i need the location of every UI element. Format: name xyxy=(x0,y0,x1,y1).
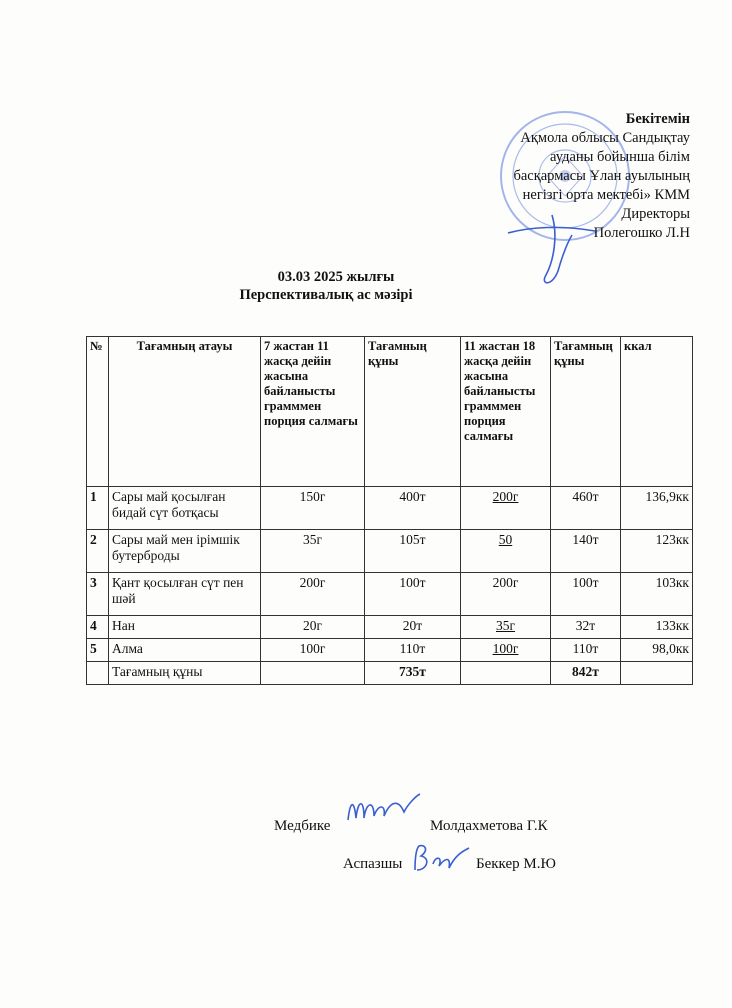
col-header-weight-7-11: 7 жастан 11 жасқа дейін жасына байланысты грамммен порция салмағы xyxy=(261,337,365,487)
cook-signature xyxy=(409,840,473,878)
director-name: Полегошко Л.Н xyxy=(593,225,690,241)
nurse-signature-line xyxy=(274,818,548,835)
cost-7-11: 105т xyxy=(365,530,461,573)
cost-7-11: 110т xyxy=(365,639,461,662)
approval-heading: Бекітемін xyxy=(625,111,690,127)
approval-line: Ақмола облысы Сандықтау xyxy=(520,130,690,146)
table-row xyxy=(87,616,693,639)
cost-11-18: 110т xyxy=(551,639,621,662)
total-empty xyxy=(621,662,693,685)
cost-11-18: 100т xyxy=(551,573,621,616)
table-row xyxy=(87,573,693,616)
kcal: 123кк xyxy=(621,530,693,573)
approval-line: ауданы бойынша білім xyxy=(550,149,690,165)
cost-7-11: 400т xyxy=(365,487,461,530)
weight-11-18: 200г xyxy=(461,573,551,616)
cost-7-11: 100т xyxy=(365,573,461,616)
total-cost-7-11: 735т xyxy=(365,662,461,685)
menu-title: Перспективалық ас мәзірі xyxy=(239,287,413,303)
row-number: 5 xyxy=(87,639,109,662)
col-header-cost-7-11: Тағамның құны xyxy=(365,337,461,487)
cook-role: Аспазшы xyxy=(343,856,403,872)
weight-11-18: 35г xyxy=(461,616,551,639)
total-empty xyxy=(261,662,365,685)
cost-11-18: 140т xyxy=(551,530,621,573)
total-row xyxy=(87,662,693,685)
table-row xyxy=(87,530,693,573)
row-number: 4 xyxy=(87,616,109,639)
kcal: 133кк xyxy=(621,616,693,639)
weight-7-11: 35г xyxy=(261,530,365,573)
dish-name: Сары май қосылған бидай сүт ботқасы xyxy=(109,487,261,530)
document-title xyxy=(0,268,732,304)
dish-name: Алма xyxy=(109,639,261,662)
cost-7-11: 20т xyxy=(365,616,461,639)
nurse-name: Молдахметова Г.К xyxy=(430,818,548,834)
col-header-dish-name: Тағамның атауы xyxy=(109,337,261,487)
row-number: 2 xyxy=(87,530,109,573)
cook-name: Беккер М.Ю xyxy=(476,856,556,872)
total-empty xyxy=(461,662,551,685)
col-header-kcal: ккал xyxy=(621,337,693,487)
table-header-row xyxy=(87,337,693,487)
weight-7-11: 200г xyxy=(261,573,365,616)
dish-name: Нан xyxy=(109,616,261,639)
menu-table xyxy=(86,336,693,685)
weight-7-11: 100г xyxy=(261,639,365,662)
kcal: 98,0кк xyxy=(621,639,693,662)
approval-line: негізгі орта мектебі» КММ xyxy=(522,187,690,203)
kcal: 103кк xyxy=(621,573,693,616)
weight-7-11: 150г xyxy=(261,487,365,530)
total-cost-11-18: 842т xyxy=(551,662,621,685)
total-label: Тағамның құны xyxy=(109,662,261,685)
col-header-weight-11-18: 11 жастан 18 жасқа дейін жасына байланысты грамммен порция салмағы xyxy=(461,337,551,487)
weight-7-11: 20г xyxy=(261,616,365,639)
nurse-signature xyxy=(344,790,424,834)
table-row xyxy=(87,639,693,662)
approval-line: басқармасы Ұлан ауылының xyxy=(513,168,690,184)
weight-11-18: 50 xyxy=(461,530,551,573)
row-number: 1 xyxy=(87,487,109,530)
dish-name: Қант қосылған сүт пен шәй xyxy=(109,573,261,616)
col-header-number: № xyxy=(87,337,109,487)
approval-line: Директоры xyxy=(621,206,690,222)
cook-signature-line xyxy=(343,856,556,873)
kcal: 136,9кк xyxy=(621,487,693,530)
row-number: 3 xyxy=(87,573,109,616)
cost-11-18: 32т xyxy=(551,616,621,639)
weight-11-18: 200г xyxy=(461,487,551,530)
total-empty xyxy=(87,662,109,685)
table-row xyxy=(87,487,693,530)
cost-11-18: 460т xyxy=(551,487,621,530)
menu-date: 03.03 2025 жылғы xyxy=(277,269,395,285)
col-header-cost-11-18: Тағамның құны xyxy=(551,337,621,487)
nurse-role: Медбике xyxy=(274,818,331,834)
weight-11-18: 100г xyxy=(461,639,551,662)
dish-name: Сары май мен ірімшік бутерброды xyxy=(109,530,261,573)
